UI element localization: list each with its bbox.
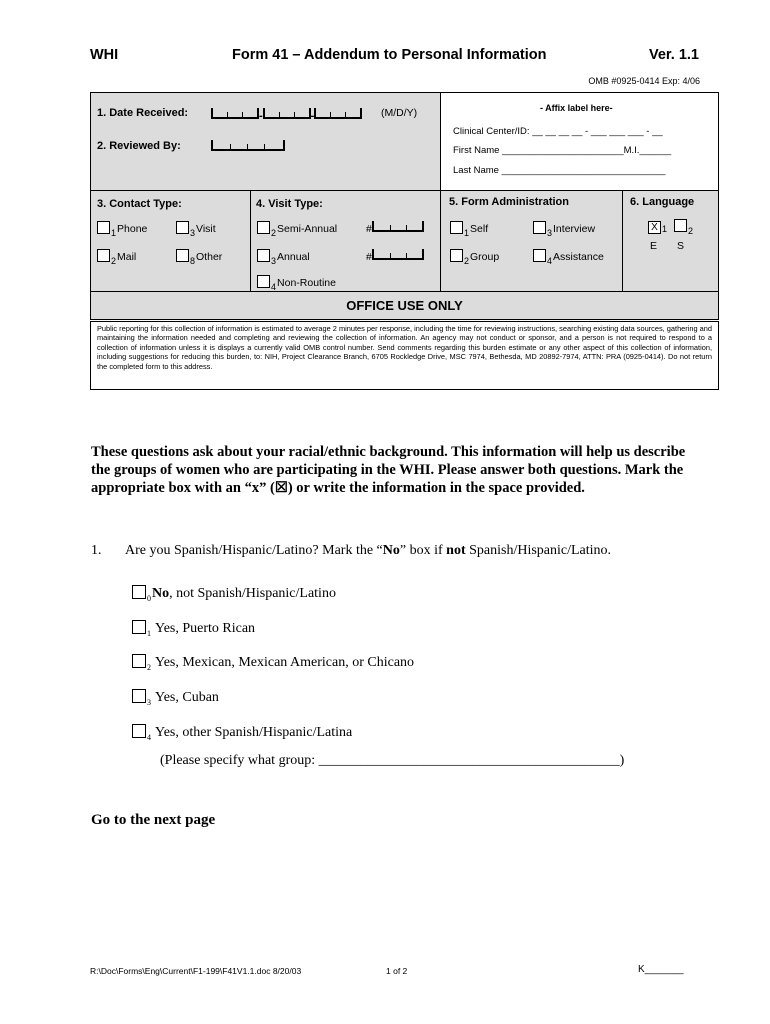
checkbox[interactable] — [533, 221, 546, 234]
next-page-instruction: Go to the next page — [91, 812, 216, 828]
header-left: WHI — [90, 47, 119, 63]
admin-assistance-option[interactable]: 4Assistance — [533, 249, 604, 266]
q1-option-puerto-rican[interactable]: $_1$ Yes, Puerto Rican — [132, 620, 255, 638]
divider — [622, 191, 623, 292]
q1-option-mexican[interactable]: $_2$ Yes, Mexican, Mexican American, or Chicano — [132, 654, 414, 672]
burden-statement: Public reporting for this collection of information is estimated to average 2 minutes per response, including the time for reviewing instructions, searching existing data sources, gathering and maintaining the information needed and completing and reviewing the collection of information. An agency may not conduct or sponsor, and a person is not required to respond to a collection of information unless it is displays a currently valid OMB control number. Send comments regarding this burden estimate or any other aspect of this collection of information, including suggestions for reducing this burden, to: NIH, Project Clearance Branch, 6705 Rockledge Drive, MSC 7974, Bethesda, MD 20892-7974, ATTN: PRA (0925-0414). Do not return the completed form to this address. — [90, 321, 719, 390]
checkbox[interactable] — [132, 724, 146, 738]
language-spanish-letter: S — [677, 240, 685, 252]
first-name-field[interactable]: First Name _______________________M.I.______ — [453, 145, 672, 156]
contact-visit-option[interactable]: 3Visit — [176, 221, 216, 238]
contact-type-label: 3. Contact Type: — [97, 198, 182, 210]
checkbox[interactable] — [176, 221, 189, 234]
contact-mail-option[interactable]: 2Mail — [97, 249, 136, 266]
question-number: 1. — [91, 543, 102, 558]
language-spanish-option[interactable]: 2 — [674, 219, 694, 236]
admin-self-option[interactable]: 1Self — [450, 221, 488, 238]
date-received-label: 1. Date Received: — [97, 107, 189, 119]
q1-option-cuban[interactable]: $_3$ Yes, Cuban — [132, 689, 219, 707]
checkbox[interactable] — [257, 221, 270, 234]
checkbox[interactable] — [132, 620, 146, 634]
checkbox[interactable] — [674, 219, 687, 232]
footer-k-field: K_______ — [638, 964, 684, 975]
semiannual-number-field[interactable]: # — [366, 221, 424, 235]
visit-type-label: 4. Visit Type: — [256, 198, 323, 210]
language-english-letter: E — [650, 240, 658, 252]
form-admin-label: 5. Form Administration — [449, 196, 569, 208]
visit-nonroutine-option[interactable]: 4Non-Routine — [257, 275, 336, 292]
last-name-field[interactable]: Last Name _______________________________ — [453, 165, 666, 176]
divider — [440, 191, 441, 292]
checkbox[interactable] — [97, 249, 110, 262]
checkbox[interactable] — [450, 249, 463, 262]
form-title: Form 41 – Addendum to Personal Information — [232, 47, 547, 63]
reviewed-by-label: 2. Reviewed By: — [97, 140, 181, 152]
q1-option-other[interactable]: $_4$ Yes, other Spanish/Hispanic/Latina — [132, 724, 352, 742]
office-use-only-bar: OFFICE USE ONLY — [90, 292, 719, 320]
intro-text: These questions ask about your racial/ethnic background. This information will help us describe the groups of women who are participating in the WHI. Please answer both questions. Mark the appropriate box with an “x” (☒) or write the information in the space provided. — [91, 444, 686, 496]
checkbox[interactable] — [257, 275, 270, 288]
checkbox[interactable] — [533, 249, 546, 262]
omb-number: OMB #0925-0414 Exp: 4/06 — [588, 76, 700, 86]
visit-semiannual-option[interactable]: 2Semi-Annual — [257, 221, 337, 238]
affix-label-hint: - Affix label here- — [540, 103, 613, 113]
footer-page: 1 of 2 — [386, 966, 408, 976]
checkbox[interactable] — [97, 221, 110, 234]
question-1-text: Are you Spanish/Hispanic/Latino? Mark the “No” box if not Spanish/Hispanic/Latino. — [125, 543, 612, 558]
form-version: Ver. 1.1 — [649, 47, 699, 63]
divider — [250, 191, 251, 292]
visit-annual-option[interactable]: 3Annual — [257, 249, 310, 266]
contact-other-option[interactable]: 8Other — [176, 249, 222, 266]
q1-option-no[interactable]: $_0$No, not Spanish/Hispanic/Latino — [132, 585, 336, 603]
checkbox[interactable] — [132, 689, 146, 703]
q1-specify-field[interactable]: (Please specify what group: ___________________________________________) — [160, 753, 625, 768]
language-english-option[interactable]: X 1 — [648, 219, 668, 234]
contact-phone-option[interactable]: 1Phone — [97, 221, 147, 238]
date-format-hint: (M/D/Y) — [381, 107, 418, 119]
annual-number-field[interactable]: # — [366, 249, 424, 263]
checkbox[interactable] — [132, 585, 146, 599]
language-label: 6. Language — [630, 196, 695, 208]
admin-interview-option[interactable]: 3Interview — [533, 221, 595, 238]
reviewed-by-field[interactable] — [211, 138, 285, 156]
footer-path: R:\Doc\Forms\Eng\Current\F1-199\F41V1.1.doc 8/20/03 — [90, 966, 302, 976]
checkbox[interactable] — [450, 221, 463, 234]
checkbox-checked[interactable]: X — [648, 221, 661, 234]
types-section — [90, 191, 719, 292]
clinical-center-field[interactable]: Clinical Center/ID: __ __ __ __ - ___ ___ ___ - __ — [453, 126, 663, 137]
checkbox[interactable] — [176, 249, 189, 262]
checkbox[interactable] — [257, 249, 270, 262]
checkbox[interactable] — [132, 654, 146, 668]
admin-group-option[interactable]: 2Group — [450, 249, 499, 266]
date-received-field[interactable]: - - — [211, 106, 362, 124]
